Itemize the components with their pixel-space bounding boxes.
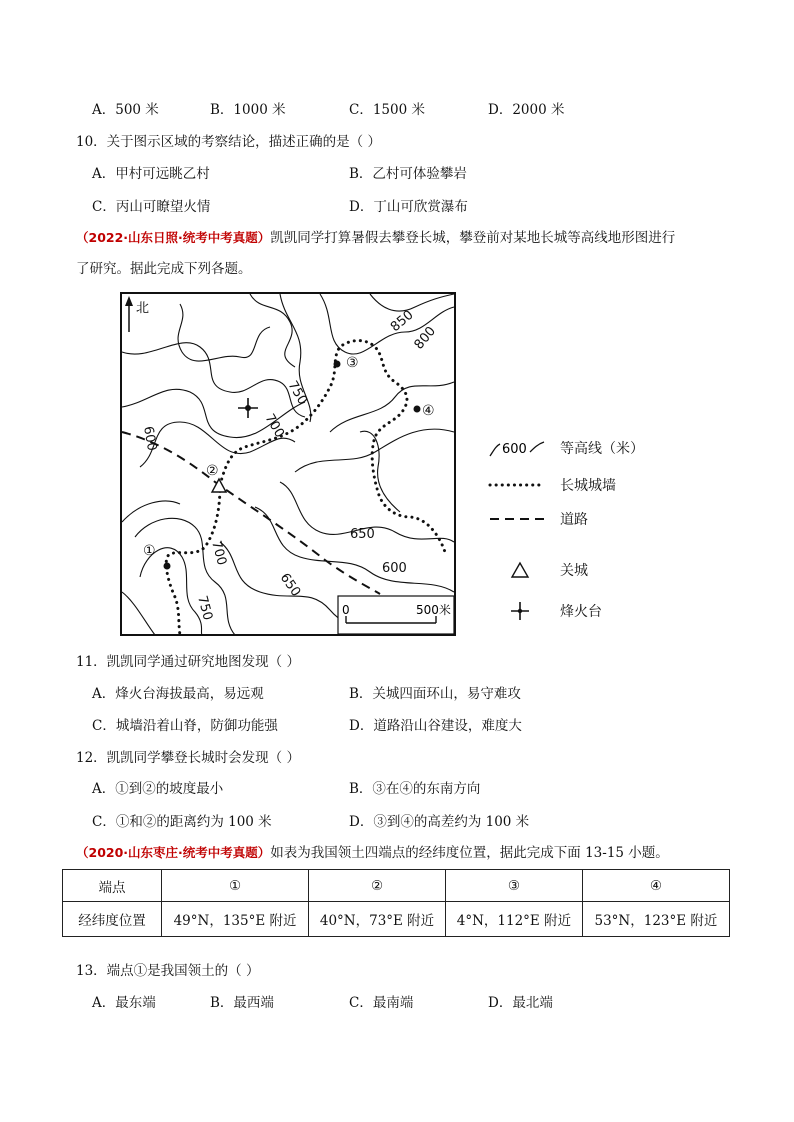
- contour-label: 700: [208, 539, 230, 568]
- legend-wall: [488, 473, 616, 497]
- endpoint-table: [62, 869, 730, 937]
- contour-label: 650: [276, 570, 304, 600]
- contour-label: 650: [350, 527, 375, 542]
- scale-start: 0: [342, 603, 350, 617]
- beacon-tower-icon: [488, 599, 546, 623]
- q11-option-b: B．关城四面环山，易守难攻: [349, 686, 521, 702]
- legend-road: [488, 507, 588, 531]
- q12-option-b: B．③在④的东南方向: [349, 781, 481, 797]
- road-line-icon: [488, 507, 546, 531]
- q11-option-a: A．烽火台海拔最高，易远观: [92, 686, 264, 702]
- table-cell: 4°N，112°E 附近: [445, 902, 582, 937]
- q13-option-b: B．最西端: [210, 995, 274, 1011]
- q12-option-d: D．③到④的高差约为 100 米: [349, 814, 530, 830]
- intro2-text: 如表为我国领土四端点的经纬度位置，据此完成下面 13-15 小题。: [270, 845, 669, 861]
- contour-label: 750: [284, 378, 310, 408]
- scale-bar: [338, 596, 454, 634]
- legend-beacon-label: 烽火台: [560, 604, 602, 620]
- q10-option-c: C．丙山可瞭望火情: [92, 199, 211, 215]
- q11-stem: 11．凯凯同学通过研究地图发现（ ）: [76, 654, 300, 670]
- q10-option-a: A．甲村可远眺乙村: [92, 166, 210, 182]
- intro2-line: [76, 843, 669, 863]
- intro1-source: （2022·山东日照·统考中考真题）: [76, 230, 271, 245]
- legend-contour-label: 等高线（米）: [560, 441, 644, 457]
- table-cell: 53°N，123°E 附近: [582, 902, 729, 937]
- legend-pass-label: 关城: [560, 563, 588, 579]
- q10-stem: 10．关于图示区域的考察结论，描述正确的是（ ）: [76, 134, 381, 150]
- legend-contour-sample: 600: [502, 442, 527, 457]
- point-label-2: ②: [206, 463, 219, 479]
- contour-label: 700: [261, 411, 287, 441]
- q13-stem: 13．端点①是我国领土的（ ）: [76, 963, 260, 979]
- table-cell: ③: [445, 870, 582, 902]
- table-cell: 40°N，73°E 附近: [309, 902, 446, 937]
- north-label: 北: [136, 301, 150, 316]
- table-cell: 49°N，135°E 附近: [162, 902, 309, 937]
- intro2-source: （2020·山东枣庄·统考中考真题）: [76, 845, 271, 860]
- q11-option-c: C．城墙沿着山脊，防御功能强: [92, 718, 278, 734]
- point-label-4: ④: [422, 403, 435, 419]
- contour-line-icon: [488, 436, 546, 460]
- contour-label: 600: [382, 561, 407, 576]
- contour-label: 750: [194, 594, 216, 623]
- q11-option-d: D．道路沿山谷建设，难度大: [349, 718, 522, 734]
- legend-beacon: [488, 599, 602, 623]
- table-cell: ④: [582, 870, 729, 902]
- contour-map: [120, 292, 456, 636]
- table-row: [63, 870, 730, 902]
- q9-option-b: B．1000 米: [210, 102, 286, 118]
- point-label-1: ①: [143, 543, 156, 559]
- q13-option-d: D．最北端: [488, 995, 553, 1011]
- scale-end: 500米: [416, 603, 451, 617]
- point-label-3: ③: [346, 355, 359, 371]
- table-row: [63, 902, 730, 937]
- legend-pass: [488, 558, 588, 582]
- q9-option-c: C．1500 米: [349, 102, 425, 118]
- q9-option-a: A．500 米: [92, 102, 159, 118]
- q12-stem: 12．凯凯同学攀登长城时会发现（ ）: [76, 750, 300, 766]
- legend-road-label: 道路: [560, 512, 588, 528]
- contour-label: 600: [140, 425, 160, 453]
- pass-triangle-icon: [488, 558, 546, 582]
- q10-option-d: D．丁山可欣赏瀑布: [349, 199, 468, 215]
- table-cell: ②: [309, 870, 446, 902]
- contour-label: 850: [387, 307, 417, 336]
- q13-option-c: C．最南端: [349, 995, 414, 1011]
- q13-option-a: A．最东端: [92, 995, 156, 1011]
- legend-wall-label: 长城城墙: [560, 478, 616, 494]
- table-cell: ①: [162, 870, 309, 902]
- wall-line-icon: [488, 473, 546, 497]
- table-cell: 经纬度位置: [63, 902, 162, 937]
- q9-option-d: D．2000 米: [488, 102, 565, 118]
- table-cell: 端点: [63, 870, 162, 902]
- q10-option-b: B．乙村可体验攀岩: [349, 166, 467, 182]
- q12-option-a: A．①到②的坡度最小: [92, 781, 224, 797]
- contour-label: 800: [411, 323, 440, 353]
- legend-contour: [488, 436, 644, 460]
- intro1-text1: 凯凯同学打算暑假去攀登长城，攀登前对某地长城等高线地形图进行: [270, 230, 676, 246]
- intro1-line2: 了研究。据此完成下列各题。: [76, 261, 252, 277]
- intro1-line1: [76, 228, 675, 248]
- q12-option-c: C．①和②的距离约为 100 米: [92, 814, 272, 830]
